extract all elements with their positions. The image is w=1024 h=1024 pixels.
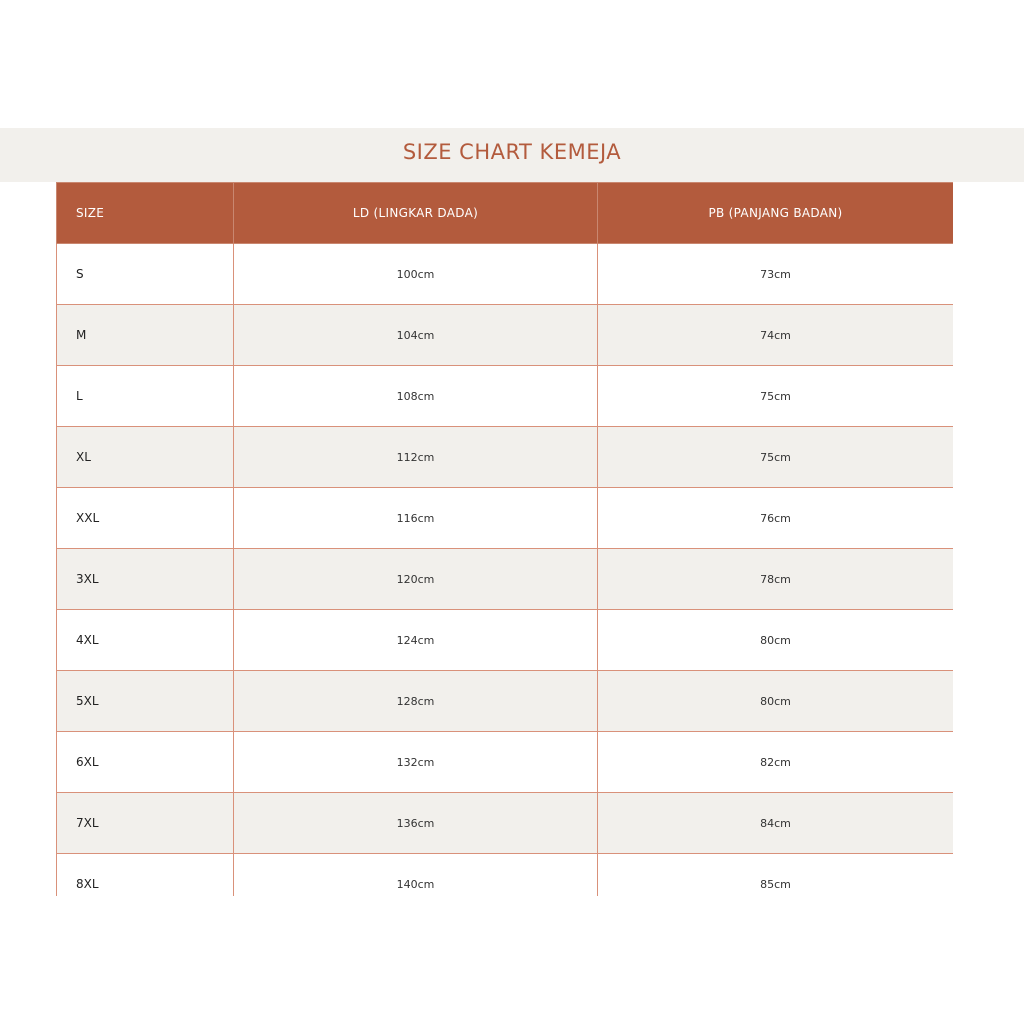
table-row bbox=[57, 671, 954, 732]
size-cell: XXL bbox=[57, 488, 234, 549]
chest-cell: 104cm bbox=[234, 305, 598, 366]
size-cell: 6XL bbox=[57, 732, 234, 793]
table-row bbox=[57, 427, 954, 488]
table-row bbox=[57, 732, 954, 793]
length-cell: 75cm bbox=[598, 427, 954, 488]
page-title: SIZE CHART KEMEJA bbox=[402, 140, 622, 164]
chest-cell: 140cm bbox=[234, 854, 598, 897]
header-size: SIZE bbox=[57, 183, 234, 244]
table-row bbox=[57, 854, 954, 897]
length-cell: 78cm bbox=[598, 549, 954, 610]
table-row bbox=[57, 366, 954, 427]
size-cell: M bbox=[57, 305, 234, 366]
length-cell: 74cm bbox=[598, 305, 954, 366]
size-cell: 8XL bbox=[57, 854, 234, 897]
length-cell: 80cm bbox=[598, 671, 954, 732]
size-cell: 7XL bbox=[57, 793, 234, 854]
size-cell: L bbox=[57, 366, 234, 427]
chest-cell: 112cm bbox=[234, 427, 598, 488]
chest-cell: 108cm bbox=[234, 366, 598, 427]
table-row bbox=[57, 793, 954, 854]
table-header-row bbox=[57, 183, 954, 244]
chest-cell: 128cm bbox=[234, 671, 598, 732]
table-body bbox=[57, 244, 954, 897]
title-band bbox=[0, 128, 1024, 182]
size-cell: S bbox=[57, 244, 234, 305]
size-table bbox=[56, 182, 953, 896]
length-cell: 73cm bbox=[598, 244, 954, 305]
table-row bbox=[57, 244, 954, 305]
table-row bbox=[57, 549, 954, 610]
size-cell: XL bbox=[57, 427, 234, 488]
length-cell: 82cm bbox=[598, 732, 954, 793]
length-cell: 85cm bbox=[598, 854, 954, 897]
size-table-container bbox=[56, 182, 953, 896]
length-cell: 76cm bbox=[598, 488, 954, 549]
header-length: PB (PANJANG BADAN) bbox=[598, 183, 954, 244]
chest-cell: 132cm bbox=[234, 732, 598, 793]
length-cell: 75cm bbox=[598, 366, 954, 427]
length-cell: 84cm bbox=[598, 793, 954, 854]
size-cell: 5XL bbox=[57, 671, 234, 732]
chest-cell: 136cm bbox=[234, 793, 598, 854]
table-row bbox=[57, 305, 954, 366]
length-cell: 80cm bbox=[598, 610, 954, 671]
size-cell: 3XL bbox=[57, 549, 234, 610]
table-row bbox=[57, 488, 954, 549]
chest-cell: 124cm bbox=[234, 610, 598, 671]
header-chest: LD (LINGKAR DADA) bbox=[234, 183, 598, 244]
table-row bbox=[57, 610, 954, 671]
chest-cell: 120cm bbox=[234, 549, 598, 610]
chest-cell: 116cm bbox=[234, 488, 598, 549]
size-cell: 4XL bbox=[57, 610, 234, 671]
chest-cell: 100cm bbox=[234, 244, 598, 305]
